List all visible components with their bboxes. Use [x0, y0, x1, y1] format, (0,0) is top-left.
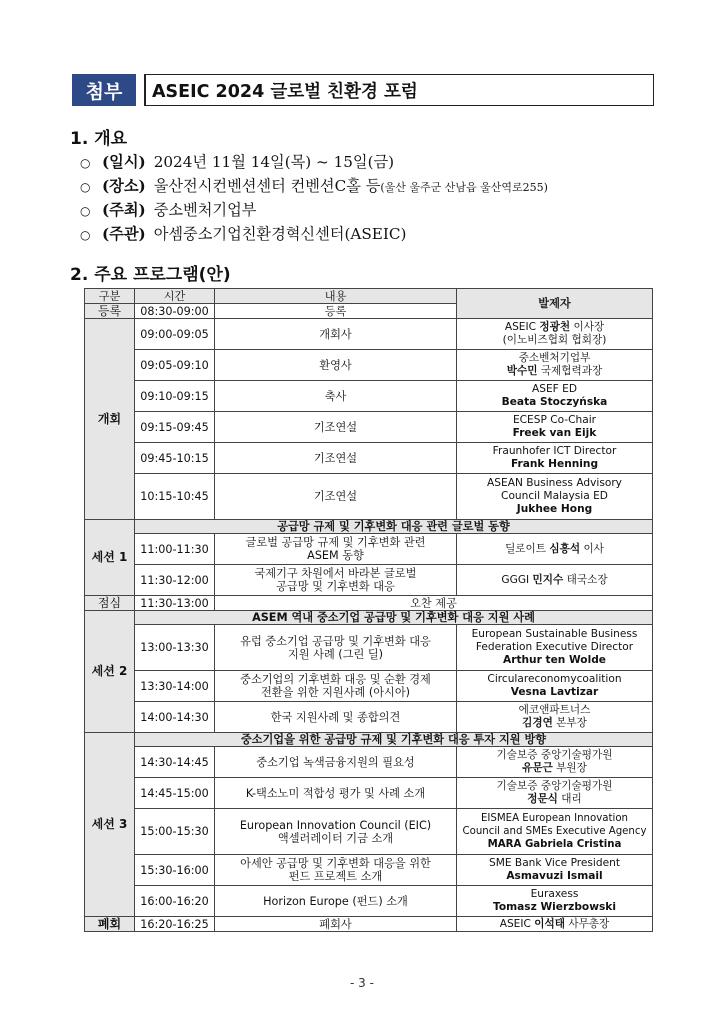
session-title-row: [85, 520, 653, 534]
table-row: [85, 625, 653, 671]
speaker-name: Tomasz Wierzbowski: [493, 901, 616, 913]
table-header-row: [85, 289, 653, 304]
content-line: 유럽 중소기업 공급망 및 기후변화 대응: [240, 634, 431, 648]
bullet-icon: ○: [80, 156, 91, 170]
content-line: 펀드 프로젝트 소개: [288, 870, 383, 883]
title-block: [72, 74, 654, 106]
overview-key: (주관): [102, 225, 146, 243]
content-line: 액셀러레이터 기금 소개: [277, 831, 394, 845]
time-cell: 13:30-14:00: [135, 671, 215, 702]
speaker-org: 기술보증 중앙기술평가원: [496, 780, 613, 792]
content-line: 중소기업의 기후변화 대응 및 순환 경제: [240, 673, 431, 686]
table-row: [85, 319, 653, 350]
content-cell: [215, 671, 457, 702]
speaker-cell: [457, 778, 653, 809]
category-cell: 세션 2: [85, 611, 135, 733]
table-row: [85, 747, 653, 778]
table-row: [85, 855, 653, 886]
content-cell: [215, 534, 457, 565]
speaker-cell: [457, 381, 653, 412]
content-cell: [215, 565, 457, 596]
content-line: 글로벌 공급망 규제 및 기후변화 관련: [245, 536, 426, 549]
content-line: 지원 사례 (그린 딜): [287, 647, 384, 661]
content-cell: 기조연설: [215, 474, 457, 520]
content-cell: 오찬 제공: [215, 596, 653, 611]
speaker-name: 김경연: [522, 717, 553, 729]
category-cell: 개회: [85, 319, 135, 520]
speaker-name: Freek van Eijk: [512, 427, 597, 439]
content-cell: 등록: [215, 304, 457, 319]
content-line: European Innovation Council (EIC): [239, 818, 432, 832]
content-line: ASEM 동향: [307, 549, 364, 562]
category-cell: 등록: [85, 304, 135, 319]
speaker-org: ECESP Co-Chair: [512, 414, 597, 426]
table-row: [85, 474, 653, 520]
speaker-org: Circulareconomycoalition: [487, 673, 622, 685]
speaker-cell: [457, 443, 653, 474]
table-row-closing: [85, 917, 653, 932]
program-table: [84, 288, 653, 932]
overview-note: (울산 울주군 산남읍 울산역로255): [380, 181, 548, 194]
content-cell: 한국 지원사례 및 종합의견: [215, 702, 457, 733]
speaker-cell: [457, 625, 653, 671]
overview-value: 2024년 11월 14일(목) ~ 15일(금): [153, 153, 395, 171]
time-cell: 14:30-14:45: [135, 747, 215, 778]
speaker-title: 본부장: [552, 717, 587, 729]
overview-item-date: [80, 150, 700, 174]
speaker-org: SME Bank Vice President: [489, 857, 620, 869]
col-speaker: 발제자: [457, 289, 653, 319]
speaker-title: 이사: [580, 542, 604, 555]
speaker-cell: [457, 809, 653, 855]
col-category: 구분: [85, 289, 135, 304]
speaker-cell: [457, 350, 653, 381]
content-cell: 기조연설: [215, 412, 457, 443]
overview-key: (일시): [102, 153, 146, 171]
speaker-org: Council Malaysia ED: [501, 490, 608, 502]
speaker-name: 정문식: [527, 793, 558, 805]
overview-heading: 1. 개요: [70, 129, 128, 149]
content-cell: 기조연설: [215, 443, 457, 474]
speaker-org: 딜로이트: [505, 542, 550, 555]
speaker-cell: [457, 412, 653, 443]
time-cell: 16:00-16:20: [135, 886, 215, 917]
speaker-title: 사무총장: [564, 917, 610, 930]
speaker-name: 박수민: [506, 365, 538, 377]
time-cell: 09:05-09:10: [135, 350, 215, 381]
speaker-org: ASEIC: [499, 917, 535, 930]
time-cell: 15:30-16:00: [135, 855, 215, 886]
time-cell: 15:00-15:30: [135, 809, 215, 855]
overview-value: 중소벤처기업부: [153, 201, 257, 219]
speaker-cell: [457, 565, 653, 596]
attachment-badge: 첨부: [72, 74, 136, 106]
speaker-name: Frank Henning: [510, 458, 599, 470]
content-cell: [215, 625, 457, 671]
speaker-name: 심흥석: [549, 542, 581, 555]
col-time: 시간: [135, 289, 215, 304]
time-cell: 08:30-09:00: [135, 304, 215, 319]
overview-list: [80, 150, 700, 246]
content-line: 전환을 위한 지원사례 (아시아): [260, 686, 411, 699]
content-line: 국제기구 차원에서 바라본 글로벌: [254, 567, 417, 580]
table-row: [85, 350, 653, 381]
category-cell: 점심: [85, 596, 135, 611]
speaker-org: EISMEA European Innovation: [480, 813, 629, 824]
table-row: [85, 534, 653, 565]
table-row: [85, 671, 653, 702]
table-row: [85, 886, 653, 917]
speaker-cell: [457, 886, 653, 917]
time-cell: 11:00-11:30: [135, 534, 215, 565]
content-cell: K-택소노미 적합성 평가 및 사례 소개: [215, 778, 457, 809]
speaker-cell: [457, 671, 653, 702]
overview-key: (주최): [102, 201, 146, 219]
table-row: [85, 702, 653, 733]
speaker-name: Vesna Lavtizar: [510, 686, 599, 698]
category-cell: 세션 3: [85, 733, 135, 917]
session-title-row: [85, 733, 653, 747]
category-cell: 세션 1: [85, 520, 135, 596]
overview-value: 아셈중소기업친환경혁신센터(ASEIC): [153, 225, 407, 243]
speaker-org: ASEF ED: [532, 383, 577, 395]
speaker-org: Council and SMEs Executive Agency: [462, 826, 647, 837]
speaker-cell: [457, 702, 653, 733]
table-row: [85, 443, 653, 474]
time-cell: 14:00-14:30: [135, 702, 215, 733]
speaker-name: 이석태: [534, 917, 565, 930]
session-title: ASEM 역내 중소기업 공급망 및 기후변화 대응 지원 사례: [135, 611, 653, 625]
speaker-org: Federation Executive Director: [475, 641, 634, 653]
page-number: - 3 -: [350, 976, 374, 990]
table-row: [85, 565, 653, 596]
speaker-title: 국제협력과장: [537, 365, 603, 377]
table-row: [85, 809, 653, 855]
table-row: [85, 381, 653, 412]
overview-item-host: [80, 198, 700, 222]
content-line: 공급망 및 기후변화 대응: [276, 580, 395, 593]
time-cell: 14:45-15:00: [135, 778, 215, 809]
time-cell: 09:45-10:15: [135, 443, 215, 474]
bullet-icon: ○: [80, 228, 91, 242]
speaker-org: ASEAN Business Advisory: [487, 477, 622, 489]
speaker-title: 이사장: [570, 321, 605, 333]
col-content: 내용: [215, 289, 457, 304]
overview-value: 울산전시컨벤션센터 컨벤션C홀 등: [153, 177, 381, 195]
document-title: ASEIC 2024 글로벌 친환경 포럼: [144, 74, 654, 106]
speaker-cell: [457, 855, 653, 886]
content-cell: 중소기업 녹색금융지원의 필요성: [215, 747, 457, 778]
program-heading: 2. 주요 프로그램(안): [70, 265, 231, 285]
overview-item-venue: [80, 174, 700, 198]
speaker-name: 정광천: [539, 321, 571, 333]
time-cell: 09:15-09:45: [135, 412, 215, 443]
speaker-name: Beata Stoczyńska: [501, 396, 608, 408]
speaker-title: 태국소장: [563, 573, 608, 586]
speaker-org: ASEIC: [504, 321, 540, 333]
bullet-icon: ○: [80, 204, 91, 218]
speaker-org: European Sustainable Business: [471, 628, 638, 640]
time-cell: 13:00-13:30: [135, 625, 215, 671]
content-cell: [215, 809, 457, 855]
speaker-cell: [457, 917, 653, 932]
content-cell: [215, 855, 457, 886]
speaker-cell: [457, 747, 653, 778]
speaker-org: 에코앤파트너스: [518, 704, 591, 716]
time-cell: 16:20-16:25: [135, 917, 215, 932]
table-row: [85, 778, 653, 809]
speaker-cell: [457, 319, 653, 350]
table-row: [85, 412, 653, 443]
time-cell: 11:30-13:00: [135, 596, 215, 611]
time-cell: 10:15-10:45: [135, 474, 215, 520]
speaker-name: MARA Gabriela Cristina: [487, 839, 622, 850]
bullet-icon: ○: [80, 180, 91, 194]
speaker-name: 민지수: [532, 573, 564, 586]
overview-item-organizer: [80, 222, 700, 246]
time-cell: 09:10-09:15: [135, 381, 215, 412]
speaker-org: GGGI: [501, 573, 533, 586]
session-title: 공급망 규제 및 기후변화 대응 관련 글로벌 동향: [135, 520, 653, 534]
speaker-title: 대리: [557, 793, 582, 805]
speaker-org: (이노비즈협회 협회장): [502, 334, 607, 346]
content-cell: Horizon Europe (펀드) 소개: [215, 886, 457, 917]
speaker-title: 부원장: [552, 762, 587, 774]
content-cell: 환영사: [215, 350, 457, 381]
speaker-org: 중소벤처기업부: [518, 352, 591, 364]
content-cell: 축사: [215, 381, 457, 412]
speaker-cell: [457, 474, 653, 520]
session-title: 중소기업을 위한 공급망 규제 및 기후변화 대응 투자 지원 방향: [135, 733, 653, 747]
overview-key: (장소): [102, 177, 146, 195]
time-cell: 11:30-12:00: [135, 565, 215, 596]
category-cell: 폐회: [85, 917, 135, 932]
speaker-org: Fraunhofer ICT Director: [492, 445, 617, 457]
content-line: 아세안 공급망 및 기후변화 대응을 위한: [240, 857, 431, 870]
speaker-org: 기술보증 중앙기술평가원: [496, 749, 613, 761]
speaker-name: Asmavuzi Ismail: [506, 870, 603, 882]
speaker-cell: [457, 534, 653, 565]
time-cell: 09:00-09:05: [135, 319, 215, 350]
content-cell: 개회사: [215, 319, 457, 350]
speaker-name: Arthur ten Wolde: [503, 654, 606, 666]
speaker-name: 유문근: [522, 762, 553, 774]
speaker-org: Euraxess: [530, 888, 579, 900]
content-cell: 폐회사: [215, 917, 457, 932]
speaker-name: Jukhee Hong: [516, 503, 593, 515]
table-row-lunch: [85, 596, 653, 611]
session-title-row: [85, 611, 653, 625]
